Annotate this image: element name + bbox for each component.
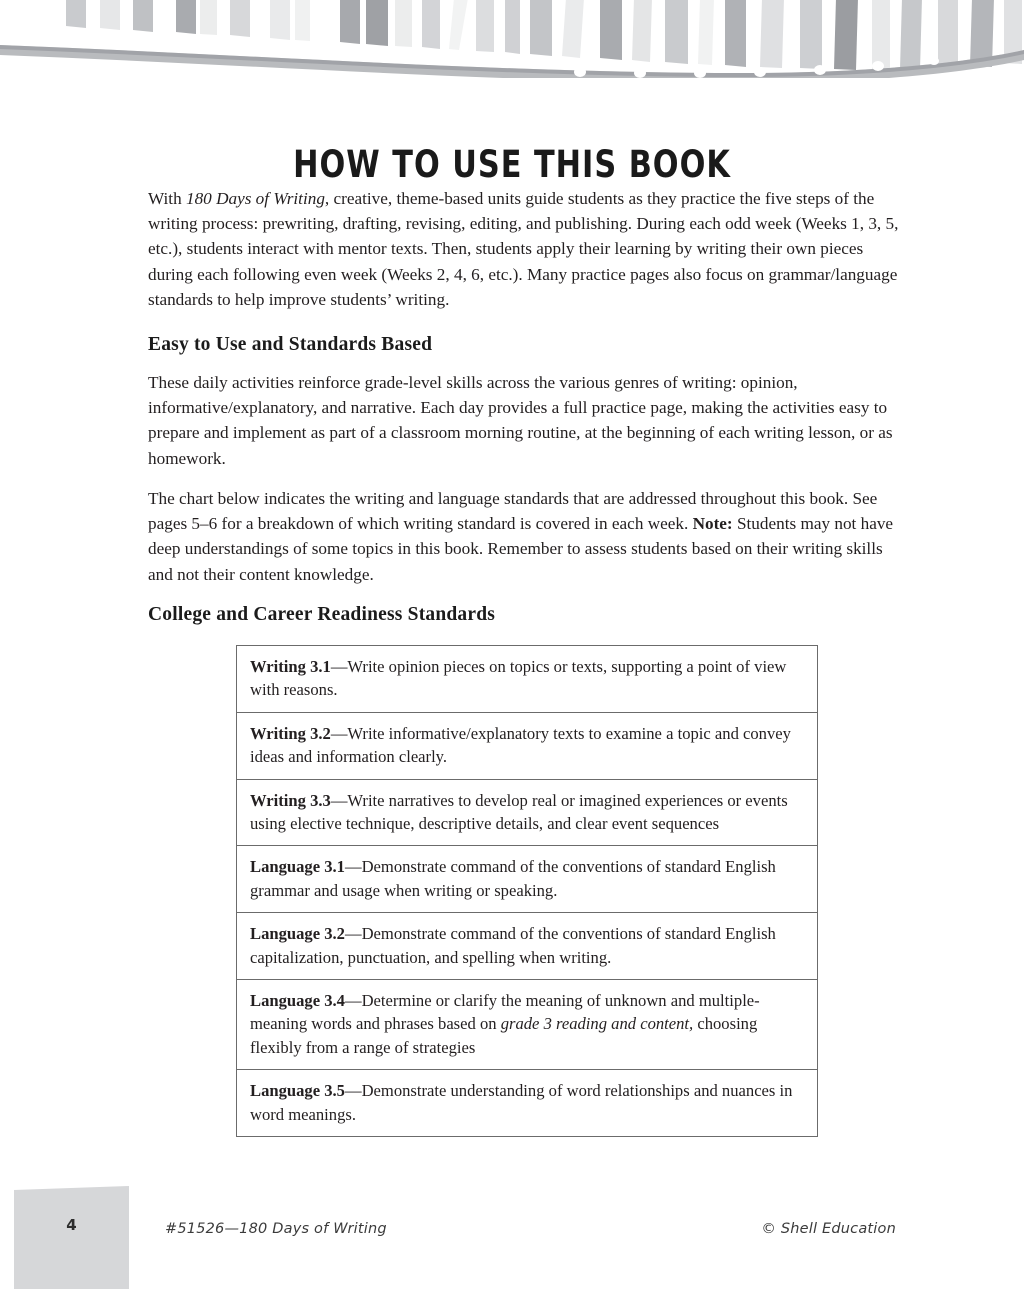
table-row xyxy=(237,713,817,780)
standards-section-header xyxy=(148,604,900,640)
standard-code: Language 3.1 xyxy=(250,857,345,877)
easy-to-use-heading: Easy to Use and Standards Based xyxy=(148,334,433,355)
chart-text-a: The chart below indicates the writing and language standards that are addressed throughout this book. See pages 5–6 for a breakdown of which writing standard is covered in each week. xyxy=(148,489,878,534)
book-title-italic: 180 Days of Writing xyxy=(185,189,325,208)
striped-banner-decoration xyxy=(0,0,1024,78)
standard-code: Writing 3.2 xyxy=(250,723,331,743)
chart-note-paragraph xyxy=(148,486,900,587)
standard-text-italic: grade 3 reading and content, xyxy=(500,1014,694,1034)
stripe-group xyxy=(0,0,1024,78)
standard-text: —Demonstrate command of the conventions of standard English capitalization, punctuation, and spelling when writing. xyxy=(250,924,776,967)
standard-text: —Write informative/explanatory texts to examine a topic and convey ideas and information clearly. xyxy=(250,723,791,767)
table-row xyxy=(237,980,817,1070)
standards-table xyxy=(236,645,818,1137)
intro-text-a: With xyxy=(148,189,186,208)
table-row xyxy=(237,646,817,713)
standard-text-b: choosing flexibly from a range of strategies xyxy=(250,1014,758,1057)
banner-svg xyxy=(0,0,1024,78)
intro-paragraph-block xyxy=(148,186,900,334)
chart-text-b: Students may not have deep understandings of some topics in this book. Remember to assess students based on their writing skills and not their content knowledge. xyxy=(148,514,894,584)
standard-code: Language 3.2 xyxy=(250,924,345,944)
table-row xyxy=(237,780,817,847)
standards-heading: College and Career Readiness Standards xyxy=(148,604,496,625)
note-label: Note: xyxy=(692,514,733,534)
footer-page-tab xyxy=(14,1186,129,1289)
page-title: HOW TO USE THIS BOOK xyxy=(293,142,731,186)
chart-note-section xyxy=(148,486,900,609)
table-row xyxy=(237,846,817,913)
table-row xyxy=(237,913,817,980)
easy-to-use-section xyxy=(148,334,900,493)
standard-code: Language 3.4 xyxy=(250,991,345,1011)
footer-copyright: © Shell Education xyxy=(761,1221,896,1237)
standard-text: —Demonstrate understanding of word relationships and nuances in word meanings. xyxy=(250,1081,793,1124)
intro-paragraph xyxy=(148,186,900,312)
table-row xyxy=(237,1070,817,1136)
standard-text-a: —Determine or clarify the meaning of unknown and multiple-meaning words and phrases based on xyxy=(250,991,760,1034)
standard-text: —Write opinion pieces on topics or texts, supporting a point of view with reasons. xyxy=(250,657,787,700)
page-number: 4 xyxy=(66,1216,77,1234)
easy-to-use-paragraph: These daily activities reinforce grade-level skills across the various genres of writing: opinion, informative/explanatory, and narrative. Each day provides a full practice page, making the activities easy to prepare and implement as part of a classroom morning routine, at the beginning of each writing lesson, or as homework. xyxy=(148,373,893,468)
footer-product-code: #51526—180 Days of Writing xyxy=(165,1221,387,1237)
standard-code: Writing 3.1 xyxy=(250,657,331,676)
standard-text: —Write narratives to develop real or imagined experiences or events using elective technique, descriptive details, and clear event sequences xyxy=(250,790,788,834)
intro-text-b: , creative, theme-based units guide students as they practice the five steps of the writing process: prewriting, drafting, revising, editing, and publishing. During each odd week (Weeks 1, 3, 5, etc.), students interact with mentor texts. Then, students apply their learning by writing their own pieces during each following even week (Weeks 2, 4, 6, etc.). Many practice pages also focus on grammar/language standards to help improve students’ writing. xyxy=(148,189,899,309)
standard-text: —Demonstrate command of the conventions of standard English grammar and usage when writing or speaking. xyxy=(250,857,776,900)
standard-code: Writing 3.3 xyxy=(250,790,331,810)
standard-code: Language 3.5 xyxy=(250,1081,345,1101)
